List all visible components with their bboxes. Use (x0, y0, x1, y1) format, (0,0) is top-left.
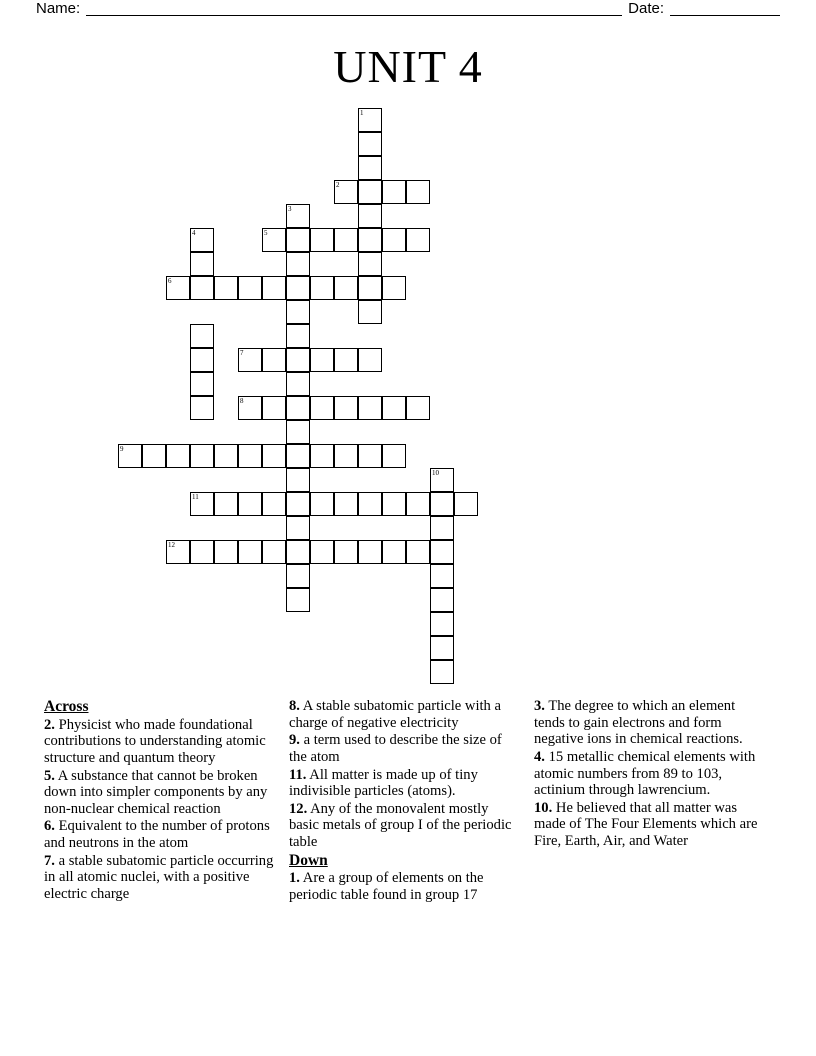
header-fields (36, 0, 780, 26)
crossword-grid[interactable] (0, 106, 816, 696)
crossword-cell[interactable] (286, 204, 310, 228)
crossword-cell[interactable] (310, 228, 334, 252)
crossword-cell[interactable] (286, 420, 310, 444)
crossword-cell[interactable] (382, 276, 406, 300)
crossword-cell[interactable] (358, 492, 382, 516)
crossword-cell[interactable] (430, 540, 454, 564)
crossword-cell[interactable] (358, 300, 382, 324)
clue-number: 11. (289, 766, 307, 783)
clue-number: 4. (534, 748, 545, 765)
clue-text: 15 metallic chemical elements with atomic numbers from 89 to 103, actinium through lawrencium. (534, 748, 756, 799)
crossword-cell[interactable] (358, 228, 382, 252)
crossword-cell[interactable] (262, 228, 286, 252)
crossword-cell[interactable] (430, 636, 454, 660)
crossword-cell[interactable] (382, 180, 406, 204)
crossword-cell[interactable] (334, 348, 358, 372)
clue-text: Any of the monovalent mostly basic metals of group I of the periodic table (289, 800, 512, 850)
clue-text: Physicist who made foundational contributions to understanding atomic structure and quantum theory (44, 716, 266, 766)
clue-item (289, 732, 522, 765)
crossword-cell[interactable] (406, 228, 430, 252)
crossword-cell[interactable] (238, 444, 262, 468)
crossword-cell[interactable] (286, 228, 310, 252)
crossword-cell[interactable] (358, 180, 382, 204)
clue-item (534, 698, 767, 748)
crossword-cell[interactable] (382, 396, 406, 420)
crossword-cell[interactable] (286, 276, 310, 300)
cell-number: 7 (240, 349, 244, 357)
crossword-cell[interactable] (118, 444, 142, 468)
down-heading: Down (289, 851, 328, 869)
across-heading: Across (44, 698, 89, 715)
crossword-cell[interactable] (166, 276, 190, 300)
crossword-cell[interactable] (310, 492, 334, 516)
crossword-cell[interactable] (190, 372, 214, 396)
cell-number: 2 (336, 181, 340, 189)
crossword-cell[interactable] (286, 588, 310, 612)
clues-section (44, 698, 782, 998)
crossword-cell[interactable] (358, 132, 382, 156)
clue-item (534, 800, 767, 850)
crossword-cell[interactable] (286, 444, 310, 468)
crossword-cell[interactable] (454, 492, 478, 516)
crossword-cell[interactable] (358, 252, 382, 276)
crossword-cell[interactable] (142, 444, 166, 468)
crossword-cell[interactable] (430, 660, 454, 684)
crossword-cell[interactable] (190, 492, 214, 516)
page-title: UNIT 4 (333, 41, 483, 92)
crossword-cell[interactable] (382, 228, 406, 252)
crossword-cell[interactable] (334, 540, 358, 564)
crossword-cell[interactable] (166, 540, 190, 564)
crossword-cell[interactable] (238, 492, 262, 516)
crossword-cell[interactable] (358, 156, 382, 180)
crossword-cell[interactable] (358, 348, 382, 372)
crossword-cell[interactable] (214, 540, 238, 564)
cell-number: 12 (168, 541, 175, 549)
crossword-cell[interactable] (406, 540, 430, 564)
clue-item (289, 767, 522, 800)
clues-column-1 (44, 698, 277, 998)
crossword-cell[interactable] (334, 396, 358, 420)
crossword-cell[interactable] (430, 588, 454, 612)
clue-number: 2. (44, 716, 55, 733)
crossword-cell[interactable] (334, 276, 358, 300)
crossword-cell[interactable] (286, 516, 310, 540)
cell-number: 4 (192, 229, 196, 237)
crossword-cell[interactable] (190, 348, 214, 372)
cell-number: 11 (192, 493, 199, 501)
crossword-cell[interactable] (190, 444, 214, 468)
crossword-cell[interactable] (430, 612, 454, 636)
clue-text: A substance that cannot be broken down into simpler components by any non-nuclear chemical reaction (44, 767, 268, 817)
crossword-cell[interactable] (262, 444, 286, 468)
name-input-line[interactable] (86, 0, 622, 16)
crossword-cell[interactable] (262, 396, 286, 420)
crossword-cell[interactable] (286, 300, 310, 324)
crossword-cell[interactable] (310, 276, 334, 300)
clue-item (534, 749, 767, 799)
crossword-cell[interactable] (238, 540, 262, 564)
crossword-cell[interactable] (334, 228, 358, 252)
clue-text: The degree to which an element tends to gain electrons and form negative ions in chemical reactions. (534, 698, 743, 748)
crossword-cell[interactable] (238, 396, 262, 420)
crossword-cell[interactable] (334, 492, 358, 516)
clue-number: 6. (44, 818, 55, 835)
clue-item (44, 768, 277, 818)
crossword-cell[interactable] (430, 468, 454, 492)
clue-number: 9. (289, 732, 300, 749)
crossword-cell[interactable] (286, 540, 310, 564)
clue-number: 5. (44, 767, 55, 784)
crossword-cell[interactable] (406, 492, 430, 516)
crossword-cell[interactable] (358, 396, 382, 420)
crossword-cell[interactable] (382, 492, 406, 516)
cell-number: 8 (240, 397, 244, 405)
crossword-cell[interactable] (190, 324, 214, 348)
date-input-line[interactable] (670, 0, 780, 16)
clue-item (289, 870, 522, 903)
clue-number: 1. (289, 870, 300, 887)
crossword-cell[interactable] (286, 324, 310, 348)
crossword-cell[interactable] (166, 444, 190, 468)
crossword-cell[interactable] (286, 468, 310, 492)
crossword-cell[interactable] (358, 204, 382, 228)
clue-text: a term used to describe the size of the atom (289, 732, 502, 765)
clues-column-3 (534, 698, 767, 998)
crossword-cell[interactable] (358, 108, 382, 132)
clues-column-2 (289, 698, 522, 998)
cell-number: 1 (360, 109, 364, 117)
crossword-cell[interactable] (334, 180, 358, 204)
clue-item (289, 801, 522, 851)
crossword-cell[interactable] (334, 444, 358, 468)
crossword-cell[interactable] (406, 180, 430, 204)
crossword-cell[interactable] (430, 492, 454, 516)
crossword-cell[interactable] (190, 252, 214, 276)
crossword-cell[interactable] (310, 396, 334, 420)
crossword-cell[interactable] (238, 276, 262, 300)
crossword-cell[interactable] (382, 540, 406, 564)
clue-text: Equivalent to the number of protons and neutrons in the atom (44, 818, 270, 852)
clue-number: 8. (289, 698, 300, 714)
clue-item (289, 698, 522, 731)
crossword-cell[interactable] (286, 372, 310, 396)
clue-item (44, 717, 277, 767)
crossword-cell[interactable] (286, 252, 310, 276)
crossword-cell[interactable] (382, 444, 406, 468)
crossword-cell[interactable] (286, 492, 310, 516)
clue-number: 3. (534, 698, 545, 714)
cell-number: 5 (264, 229, 268, 237)
crossword-cell[interactable] (430, 564, 454, 588)
crossword-cell[interactable] (214, 444, 238, 468)
crossword-cell[interactable] (286, 564, 310, 588)
crossword-cell[interactable] (358, 444, 382, 468)
crossword-cell[interactable] (310, 444, 334, 468)
cell-number: 3 (288, 205, 292, 213)
clue-item (44, 853, 277, 903)
crossword-cell[interactable] (358, 540, 382, 564)
clue-number: 12. (289, 800, 308, 817)
name-label: Name: (36, 0, 81, 17)
crossword-cell[interactable] (358, 276, 382, 300)
cell-number: 9 (120, 445, 124, 453)
clue-text: He believed that all matter was made of The Four Elements which are Fire, Earth, Air, and Water (534, 799, 758, 849)
crossword-cell[interactable] (214, 276, 238, 300)
clue-text: A stable subatomic particle with a charge of negative electricity (289, 698, 501, 731)
crossword-cell[interactable] (238, 348, 262, 372)
crossword-cell[interactable] (310, 348, 334, 372)
crossword-cell[interactable] (286, 348, 310, 372)
crossword-cell[interactable] (262, 540, 286, 564)
crossword-cell[interactable] (190, 228, 214, 252)
clue-item (44, 818, 277, 851)
crossword-cell[interactable] (214, 492, 238, 516)
clue-number: 10. (534, 799, 553, 816)
crossword-cell[interactable] (286, 396, 310, 420)
crossword-cell[interactable] (190, 276, 214, 300)
crossword-cell[interactable] (190, 540, 214, 564)
crossword-cell[interactable] (310, 540, 334, 564)
cell-number: 6 (168, 277, 172, 285)
clue-text: Are a group of elements on the periodic table found in group 17 (289, 870, 484, 903)
crossword-cell[interactable] (430, 516, 454, 540)
crossword-cell[interactable] (190, 396, 214, 420)
crossword-cell[interactable] (406, 396, 430, 420)
clue-text: All matter is made up of tiny indivisible particles (atoms). (289, 766, 478, 800)
clue-text: a stable subatomic particle occurring in all atomic nuclei, with a positive electric charge (44, 852, 274, 902)
crossword-cell[interactable] (262, 276, 286, 300)
date-label: Date: (628, 0, 664, 17)
clue-number: 7. (44, 852, 55, 869)
crossword-cell[interactable] (262, 492, 286, 516)
cell-number: 10 (432, 469, 439, 477)
crossword-cell[interactable] (262, 348, 286, 372)
